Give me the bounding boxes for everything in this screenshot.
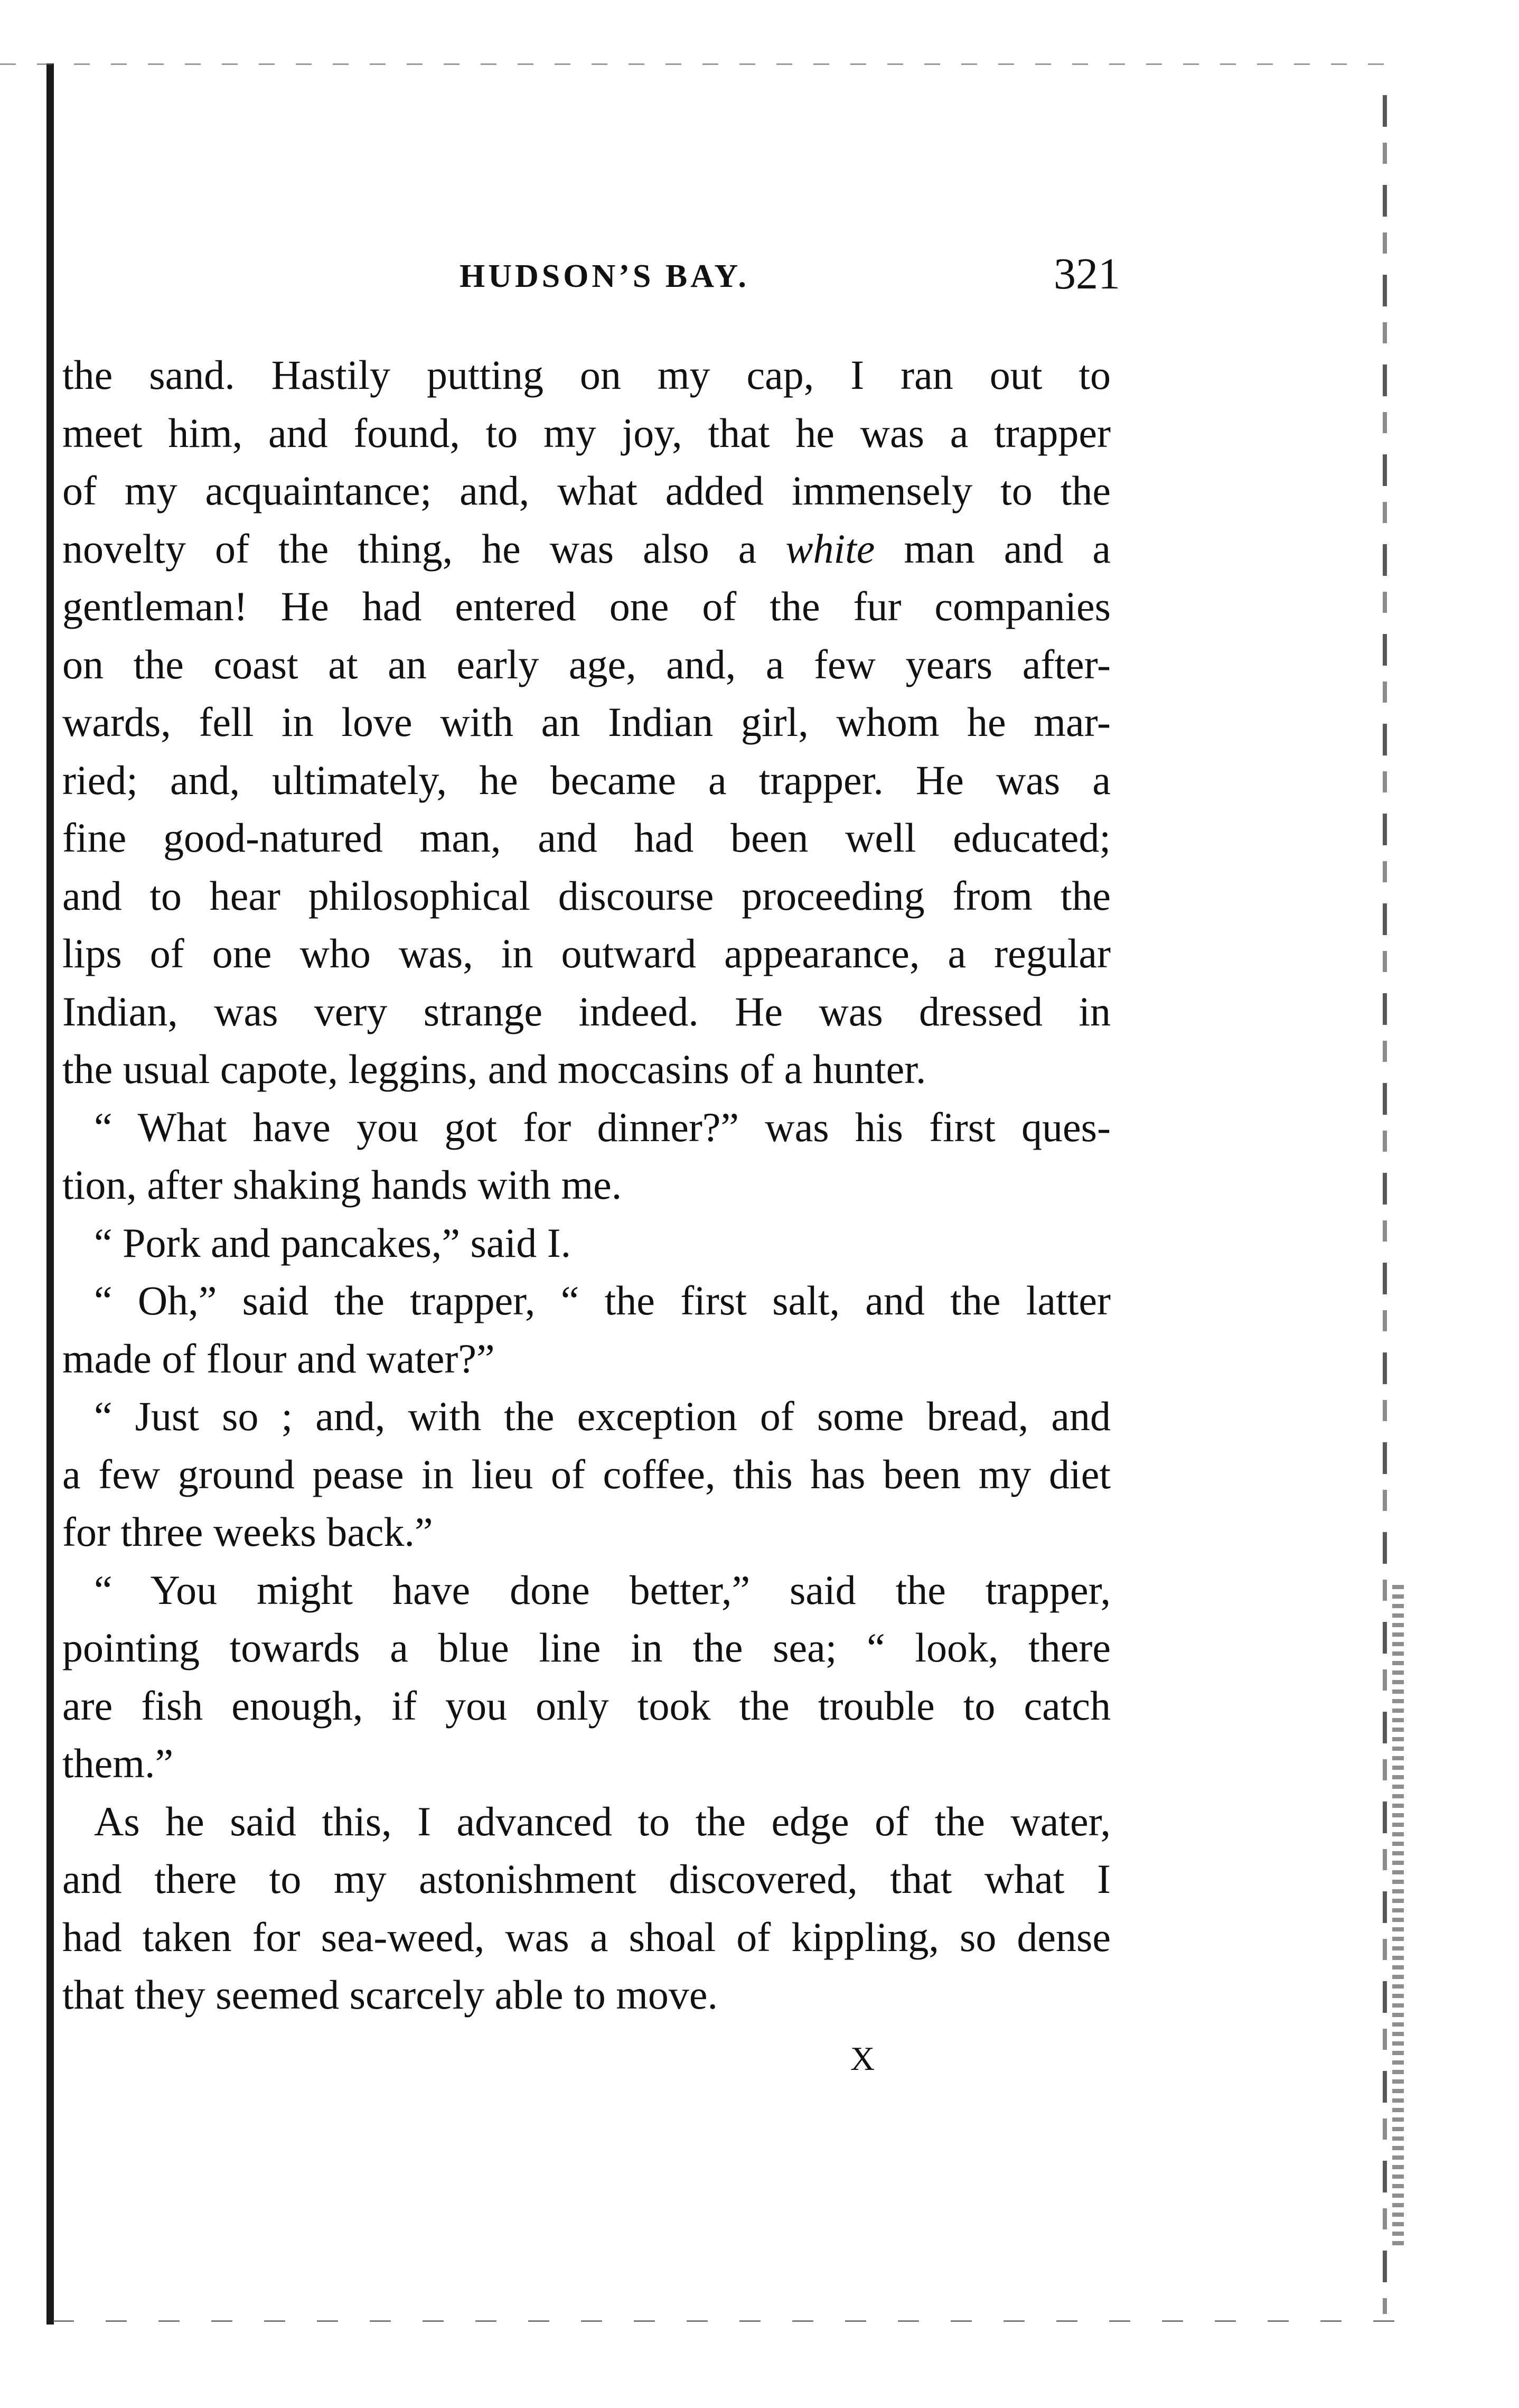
text-line: that they seemed scarcely able to move.: [62, 1972, 718, 2018]
text-line: “ Oh,” said the trapper, “ the first salt, and the latter: [94, 1277, 1111, 1323]
text-line: “ You might have done better,” said the trapper,: [94, 1566, 1111, 1613]
text-line: tion, after shaking hands with me.: [62, 1162, 622, 1208]
text-line-part: man and a: [875, 525, 1111, 572]
text-line: for three weeks back.”: [62, 1509, 433, 1555]
text-line: the sand. Hastily putting on my cap, I ran out to: [62, 352, 1111, 398]
scan-edge-right-noise: [1392, 1585, 1404, 2251]
text-line: made of flour and water?”: [62, 1335, 495, 1382]
scan-edge-top: [0, 63, 1384, 65]
text-line: lips of one who was, in outward appearance, a regular: [62, 930, 1111, 976]
page-number: 321: [1054, 249, 1120, 298]
text-line: “ Just so ; and, with the exception of some bread, and: [94, 1393, 1111, 1439]
body-text: [62, 346, 1111, 2024]
text-line: gentleman! He had entered one of the fur companies: [62, 583, 1111, 629]
running-title: HUDSON’S BAY.: [460, 258, 749, 294]
text-line: the usual capote, leggins, and moccasins of a hunter.: [62, 1046, 926, 1092]
text-line: of my acquaintance; and, what added immensely to the: [62, 468, 1111, 514]
italic-word: white: [785, 525, 875, 572]
scan-edge-right: [1383, 95, 1387, 2314]
text-line-part: novelty of the thing, he was also a: [62, 525, 786, 572]
text-line: pointing towards a blue line in the sea; “ look, there: [62, 1625, 1111, 1670]
text-line: ried; and, ultimately, he became a trapper. He was a: [62, 757, 1111, 803]
running-head: [58, 248, 1120, 301]
scan-edge-bottom: [53, 2320, 1405, 2322]
signature-mark: X: [850, 2040, 875, 2077]
text-line: had taken for sea-weed, was a shoal of kippling, so dense: [62, 1914, 1111, 1960]
text-line: As he said this, I advanced to the edge of the water,: [94, 1798, 1111, 1844]
text-line: [62, 520, 1111, 578]
text-line: wards, fell in love with an Indian girl, whom he mar-: [62, 699, 1111, 745]
text-line: and to hear philosophical discourse proceeding from the: [62, 872, 1111, 919]
text-line: meet him, and found, to my joy, that he was a trapper: [62, 409, 1111, 456]
text-line: are fish enough, if you only took the trouble to catch: [62, 1682, 1111, 1729]
text-line: Indian, was very strange indeed. He was dressed in: [62, 988, 1111, 1034]
text-line: a few ground pease in lieu of coffee, this has been my diet: [62, 1451, 1111, 1497]
text-line: and there to my astonishment discovered, that what I: [62, 1856, 1111, 1902]
scan-edge-left: [46, 63, 54, 2325]
text-line: on the coast at an early age, and, a few years after-: [62, 641, 1111, 687]
text-line: fine good-natured man, and had been well educated;: [62, 815, 1111, 861]
text-line: “ Pork and pancakes,” said I.: [94, 1219, 571, 1266]
text-line: “ What have you got for dinner?” was his first ques-: [94, 1104, 1111, 1150]
text-line: them.”: [62, 1740, 174, 1786]
